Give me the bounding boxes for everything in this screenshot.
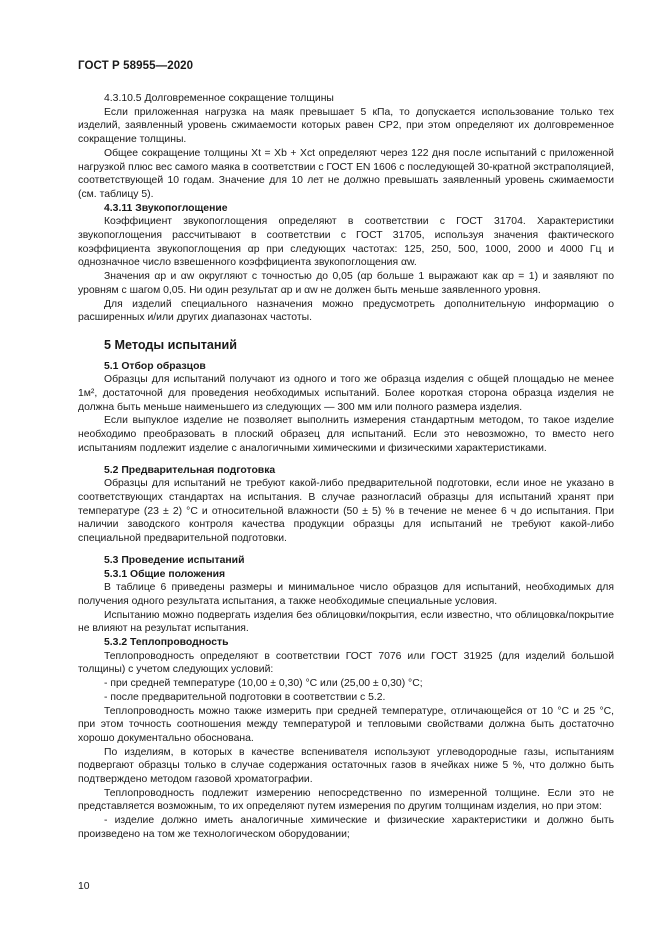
paragraph: Образцы для испытаний получают из одного и того же образца изделия с общей площадью не менее 1м², достаточной для проведения необходимых испытаний. Более короткая сторона образца изделия не должна быть меньше наименьшего из следующих — 300 мм или полного размера изделия. bbox=[78, 374, 614, 413]
paragraph: Если приложенная нагрузка на маяк превышает 5 кПа, то допускается использование только тех изделий, заявленный уровень сжимаемости которых равен СР2, при этом определяют их долговременное сокращение толщины. bbox=[78, 106, 614, 146]
subsection-heading: 5.2 Предварительная подготовка bbox=[104, 464, 276, 476]
subsection-heading: 4.3.10.5 Долговременное сокращение толщины bbox=[104, 93, 334, 104]
subsection-heading: 5.3.1 Общие положения bbox=[104, 568, 226, 580]
paragraph: Образцы для испытаний не требуют какой-либо предварительной подготовки, если иное не указано в соответствующих стандартах на испытания. В случае разногласий образцы для испытаний хранят при температуре (23 ± 2) °С и относительной влажности (50 ± 5) % в течение не менее 6 ч до испытания. При наличии заводского контроля качества продукции образцы для испытаний не требуют какой-либо специальной предварительной подготовки. bbox=[78, 478, 614, 545]
paragraph: Для изделий специального назначения можно предусмотреть дополнительную информацию о расширенных и/или других диапазонах частоты. bbox=[78, 298, 614, 324]
subsection-heading: 5.1 Отбор образцов bbox=[104, 360, 206, 372]
subsection-heading: 5.3 Проведение испытаний bbox=[104, 554, 245, 566]
page-body bbox=[78, 92, 614, 842]
section-heading: 5 Методы испытаний bbox=[104, 337, 237, 352]
paragraph: Испытанию можно подвергать изделия без облицовки/покрытия, если известно, что облицовка/покрытие не влияют на результат испытания. bbox=[78, 609, 614, 635]
paragraph: В таблице 6 приведены размеры и минимальное число образцов для испытаний, необходимых для получения одного результата испытания, а также необходимые специальные условия. bbox=[78, 582, 614, 607]
subsection-heading: 4.3.11 Звукопоглощение bbox=[104, 202, 228, 214]
paragraph: - изделие должно иметь аналогичные химические и физические характеристики и должно быть произведено на том же технологическом оборудовании; bbox=[78, 815, 614, 840]
paragraph: Теплопроводность определяют в соответствии ГОСТ 7076 или ГОСТ 31925 (для изделий большой толщины) с учетом следующих условий: bbox=[78, 650, 614, 676]
paragraph: По изделиям, в которых в качестве вспенивателя используют углеводородные газы, испытаниям подвергают образцы только в случае содержания остаточных газов в ячейках ниже 5 %, что должно быть подтверждено методом газовой хроматографии. bbox=[78, 746, 614, 786]
page-header: ГОСТ Р 58955—2020 bbox=[78, 60, 194, 72]
paragraph: - после предварительной подготовки в соответствии с 5.2. bbox=[104, 691, 386, 703]
paragraph: Теплопроводность можно также измерить при средней температуре, отличающейся от 10 °С и 25 °С, при этом точность соотношения между температурой и тепловыми свойствами должна быть достаточно хорошо документально обоснована. bbox=[78, 705, 614, 744]
paragraph: Значения αp и αw округляют с точностью до 0,05 (αp больше 1 выражают как αp = 1) и заявляют по уровням с шагом 0,05. Ни один результат αp и αw не должен быть меньше заявленного уровня. bbox=[78, 271, 614, 296]
paragraph: Коэффициент звукопоглощения определяют в соответствии с ГОСТ 31704. Характеристики звукопоглощения рассчитывают в соответствии с ГОСТ 31705, используя значения фактического коэффициента звукопоглощения αp при следующих частотах: 125, 250, 500, 1000, 2000 и 4000 Гц и однозначное число взвешенного коэффициента звукопоглощения αw. bbox=[78, 216, 614, 269]
subsection-heading: 5.3.2 Теплопроводность bbox=[104, 637, 229, 649]
paragraph: Если выпуклое изделие не позволяет выполнить измерения стандартным методом, то такое изделие необходимо преобразовать в плоский образец для испытаний. Если это невозможно, то вместо него испытаниям подлежит изделие с аналогичными химическими и физическими характеристиками. bbox=[78, 415, 614, 454]
page-number: 10 bbox=[78, 881, 90, 892]
paragraph: - при средней температуре (10,00 ± 0,30) °С или (25,00 ± 0,30) °С; bbox=[104, 678, 423, 690]
paragraph: Общее сокращение толщины Xt = Xb + Xct определяют через 122 дня после испытаний с приложенной нагрузкой плюс вес самого маяка в соответствии с ГОСТ EN 1606 с последующей 30-кратной экстраполяцией, соответствующей 10 годам. Значение для 10 лет не должно превышать заявленный уровень сжимаемости (см. таблицу 5). bbox=[78, 147, 614, 200]
paragraph: Теплопроводность подлежит измерению непосредственно по измеренной толщине. Если это не представляется возможным, то их определяют путем измерения по другим толщинам изделия, но при этом: bbox=[78, 787, 614, 813]
